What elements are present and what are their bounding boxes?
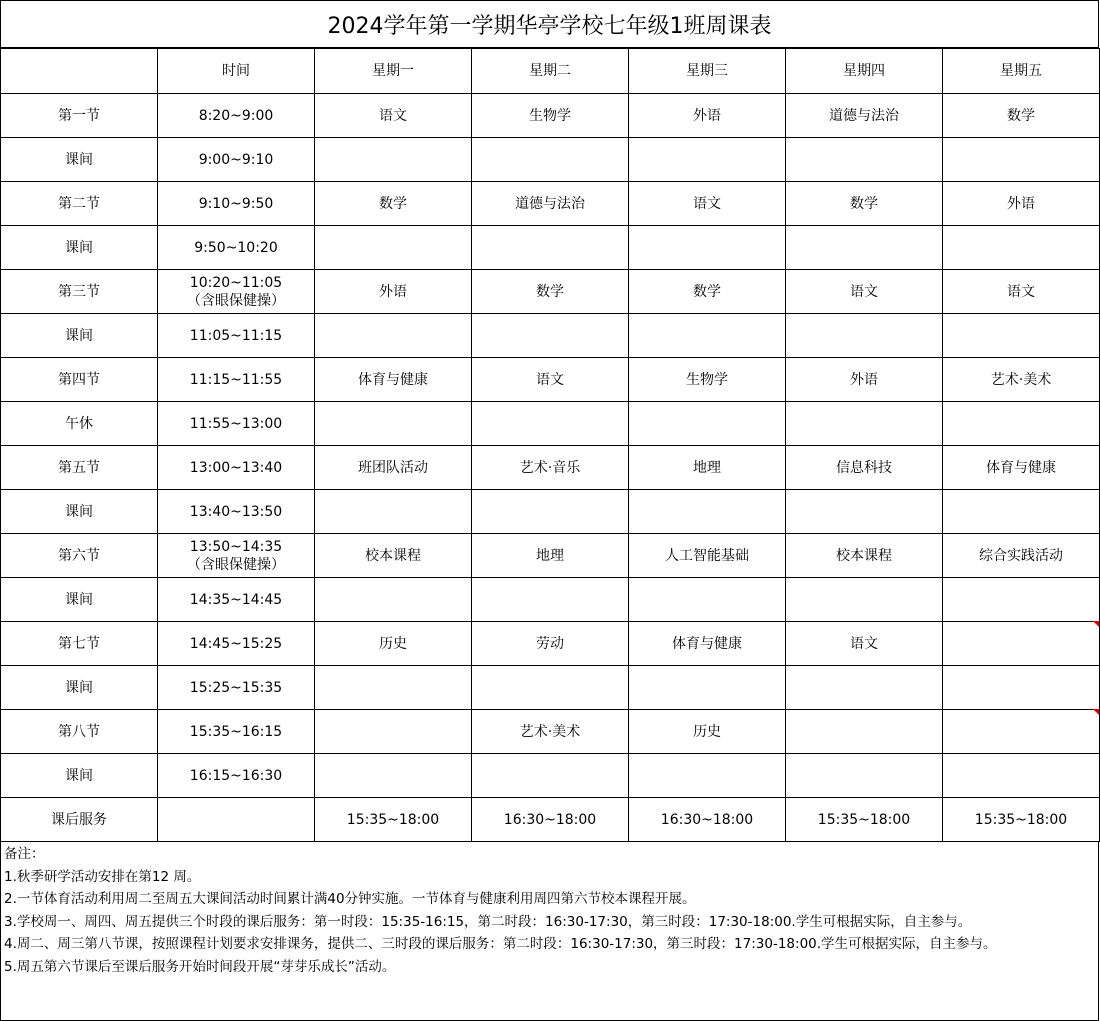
time-range: 14:45~15:25 <box>189 635 283 652</box>
subject-cell[interactable]: 体育与健康 <box>629 622 786 666</box>
subject-cell[interactable] <box>786 710 943 754</box>
subject-cell[interactable]: 数学 <box>315 182 472 226</box>
table-row <box>1 226 1100 270</box>
time-cell[interactable] <box>158 358 315 402</box>
subject-cell[interactable]: 道德与法治 <box>786 94 943 138</box>
subject-cell[interactable]: 道德与法治 <box>472 182 629 226</box>
subject-cell[interactable]: 16:30~18:00 <box>629 798 786 842</box>
table-row <box>1 314 1100 358</box>
time-cell[interactable] <box>158 666 315 710</box>
period-label-cell[interactable]: 课后服务 <box>1 798 158 842</box>
subject-cell[interactable] <box>629 490 786 534</box>
time-cell[interactable] <box>158 182 315 226</box>
subject-cell[interactable] <box>786 754 943 798</box>
subject-cell[interactable]: 语文 <box>786 270 943 314</box>
subject-cell[interactable] <box>315 666 472 710</box>
subject-cell[interactable]: 外语 <box>315 270 472 314</box>
period-label-cell[interactable]: 课间 <box>1 666 158 710</box>
time-cell[interactable] <box>158 534 315 578</box>
subject-cell[interactable] <box>786 314 943 358</box>
period-label-cell[interactable]: 课间 <box>1 226 158 270</box>
subject-cell[interactable]: 地理 <box>472 534 629 578</box>
subject-cell[interactable]: 艺术·音乐 <box>472 446 629 490</box>
table-row <box>1 490 1100 534</box>
subject-cell[interactable] <box>315 314 472 358</box>
header-day-cell[interactable]: 星期三 <box>629 49 786 94</box>
header-row <box>1 49 1100 94</box>
subject-cell[interactable]: 体育与健康 <box>943 446 1100 490</box>
table-row <box>1 754 1100 798</box>
subject-cell[interactable] <box>943 710 1100 754</box>
subject-cell[interactable] <box>786 226 943 270</box>
page-title: 2024学年第一学期华亭学校七年级1班周课表 <box>0 0 1099 48</box>
time-range: 9:10~9:50 <box>198 195 274 212</box>
table-row <box>1 94 1100 138</box>
subject-cell[interactable]: 16:30~18:00 <box>472 798 629 842</box>
subject-cell[interactable] <box>786 402 943 446</box>
subject-cell[interactable] <box>943 490 1100 534</box>
subject-cell[interactable]: 语文 <box>786 622 943 666</box>
period-label-cell[interactable]: 课间 <box>1 754 158 798</box>
time-range: 11:15~11:55 <box>189 371 283 388</box>
subject-cell[interactable] <box>629 754 786 798</box>
table-row <box>1 578 1100 622</box>
table-row <box>1 446 1100 490</box>
subject-cell[interactable] <box>943 314 1100 358</box>
time-cell[interactable] <box>158 314 315 358</box>
time-range: 13:50~14:35 <box>189 538 283 555</box>
subject-cell[interactable] <box>786 490 943 534</box>
time-cell[interactable] <box>158 622 315 666</box>
subject-cell[interactable]: 地理 <box>629 446 786 490</box>
time-note: （含眼保健操） <box>187 556 285 573</box>
time-cell[interactable] <box>158 94 315 138</box>
period-label-cell[interactable]: 课间 <box>1 490 158 534</box>
time-range: 11:05~11:15 <box>189 327 283 344</box>
table-row <box>1 798 1100 842</box>
subject-cell[interactable]: 外语 <box>629 94 786 138</box>
header-day-cell[interactable]: 星期一 <box>315 49 472 94</box>
subject-cell[interactable] <box>472 226 629 270</box>
subject-cell[interactable] <box>943 754 1100 798</box>
subject-cell[interactable] <box>472 402 629 446</box>
period-label-cell[interactable]: 第一节 <box>1 94 158 138</box>
period-label-cell[interactable]: 课间 <box>1 138 158 182</box>
note-item: 3.学校周一、周四、周五提供三个时段的课后服务：第一时段：15:35-16:15，第二时段：16:30-17:30，第三时段：17:30-18:00.学生可根据实际，自主参与。 <box>4 913 972 930</box>
header-day-cell[interactable]: 星期四 <box>786 49 943 94</box>
note-item: 5.周五第六节课后至课后服务开始时间段开展“芽芽乐成长”活动。 <box>4 958 396 975</box>
subject-cell[interactable] <box>315 226 472 270</box>
subject-cell[interactable] <box>629 666 786 710</box>
subject-cell[interactable]: 数学 <box>943 94 1100 138</box>
subject-cell[interactable]: 语文 <box>472 358 629 402</box>
period-label-cell[interactable]: 第二节 <box>1 182 158 226</box>
subject-cell[interactable]: 历史 <box>315 622 472 666</box>
time-range: 15:35~16:15 <box>189 723 283 740</box>
time-range: 13:40~13:50 <box>189 503 283 520</box>
table-row <box>1 138 1100 182</box>
header-day-cell[interactable]: 星期二 <box>472 49 629 94</box>
period-label-cell[interactable]: 第三节 <box>1 270 158 314</box>
notes-heading: 备注： <box>4 846 45 862</box>
subject-cell[interactable] <box>943 402 1100 446</box>
period-label-cell[interactable]: 午休 <box>1 402 158 446</box>
subject-cell[interactable]: 外语 <box>786 358 943 402</box>
subject-cell[interactable]: 艺术·美术 <box>472 710 629 754</box>
subject-cell[interactable]: 生物学 <box>472 94 629 138</box>
period-label-cell[interactable]: 第七节 <box>1 622 158 666</box>
time-range: 9:00~9:10 <box>198 151 274 168</box>
time-range: 10:20~11:05 <box>189 274 283 291</box>
header-day-cell[interactable]: 星期五 <box>943 49 1100 94</box>
note-item: 1.秋季研学活动安排在第12 周。 <box>4 868 201 885</box>
table-row <box>1 622 1100 666</box>
time-note: （含眼保健操） <box>187 292 285 309</box>
subject-cell[interactable] <box>315 402 472 446</box>
subject-cell[interactable]: 生物学 <box>629 358 786 402</box>
subject-cell[interactable] <box>629 314 786 358</box>
subject-cell[interactable]: 语文 <box>315 94 472 138</box>
time-cell[interactable] <box>158 798 315 842</box>
subject-cell[interactable]: 艺术·美术 <box>943 358 1100 402</box>
subject-cell[interactable] <box>629 578 786 622</box>
notes-section <box>0 841 1099 1021</box>
subject-cell[interactable]: 数学 <box>786 182 943 226</box>
time-range: 9:50~10:20 <box>194 239 278 256</box>
time-range: 15:25~15:35 <box>189 679 283 696</box>
time-cell[interactable] <box>158 402 315 446</box>
time-range: 11:55~13:00 <box>189 415 283 432</box>
period-label-cell[interactable]: 课间 <box>1 314 158 358</box>
subject-cell[interactable] <box>472 490 629 534</box>
time-cell[interactable] <box>158 578 315 622</box>
subject-cell[interactable]: 综合实践活动 <box>943 534 1100 578</box>
note-item: 2.一节体育活动利用周二至周五大课间活动时间累计满40分钟实施。一节体育与健康利用周四第六节校本课程开展。 <box>4 891 696 907</box>
subject-cell[interactable] <box>315 578 472 622</box>
subject-cell[interactable]: 班团队活动 <box>315 446 472 490</box>
subject-cell[interactable]: 数学 <box>472 270 629 314</box>
subject-cell[interactable] <box>943 226 1100 270</box>
subject-cell[interactable]: 信息科技 <box>786 446 943 490</box>
time-range: 16:15~16:30 <box>189 767 283 784</box>
period-label-cell[interactable]: 第八节 <box>1 710 158 754</box>
subject-cell[interactable]: 15:35~18:00 <box>786 798 943 842</box>
comment-indicator[interactable] <box>1093 621 1099 627</box>
subject-cell[interactable]: 15:35~18:00 <box>315 798 472 842</box>
period-label-cell[interactable]: 第四节 <box>1 358 158 402</box>
subject-cell[interactable]: 劳动 <box>472 622 629 666</box>
table-row <box>1 402 1100 446</box>
subject-cell[interactable]: 15:35~18:00 <box>943 798 1100 842</box>
subject-cell[interactable]: 校本课程 <box>786 534 943 578</box>
subject-cell[interactable] <box>786 578 943 622</box>
table-row <box>1 270 1100 314</box>
subject-cell[interactable]: 语文 <box>629 182 786 226</box>
table-row <box>1 534 1100 578</box>
subject-cell[interactable] <box>472 754 629 798</box>
subject-cell[interactable]: 人工智能基础 <box>629 534 786 578</box>
time-cell[interactable] <box>158 754 315 798</box>
table-row <box>1 182 1100 226</box>
time-cell[interactable] <box>158 710 315 754</box>
header-corner-cell[interactable] <box>1 49 158 94</box>
subject-cell[interactable] <box>472 666 629 710</box>
table-row <box>1 710 1100 754</box>
subject-cell[interactable] <box>786 138 943 182</box>
period-label-cell[interactable]: 第六节 <box>1 534 158 578</box>
period-label-cell[interactable]: 课间 <box>1 578 158 622</box>
subject-cell[interactable]: 外语 <box>943 182 1100 226</box>
subject-cell[interactable] <box>472 314 629 358</box>
subject-cell[interactable] <box>629 226 786 270</box>
header-time-cell[interactable]: 时间 <box>158 49 315 94</box>
time-range: 14:35~14:45 <box>189 591 283 608</box>
subject-cell[interactable] <box>943 138 1100 182</box>
time-cell[interactable] <box>158 226 315 270</box>
subject-cell[interactable]: 数学 <box>629 270 786 314</box>
time-cell[interactable] <box>158 490 315 534</box>
time-cell[interactable] <box>158 270 315 314</box>
time-cell[interactable] <box>158 446 315 490</box>
time-range: 8:20~9:00 <box>198 107 274 124</box>
subject-cell[interactable] <box>943 666 1100 710</box>
table-row <box>1 666 1100 710</box>
subject-cell[interactable] <box>315 138 472 182</box>
comment-indicator[interactable] <box>1093 709 1099 715</box>
timetable <box>0 48 1100 842</box>
note-item: 4.周二、周三第八节课，按照课程计划要求安排课务，提供二、三时段的课后服务：第二时段：16:30-17:30，第三时段：17:30-18:00.学生可根据实际，自主参与。 <box>4 936 997 952</box>
table-row <box>1 358 1100 402</box>
subject-cell[interactable] <box>943 622 1100 666</box>
subject-cell[interactable] <box>315 490 472 534</box>
subject-cell[interactable]: 历史 <box>629 710 786 754</box>
subject-cell[interactable] <box>472 578 629 622</box>
time-cell[interactable] <box>158 138 315 182</box>
subject-cell[interactable] <box>629 138 786 182</box>
subject-cell[interactable] <box>629 402 786 446</box>
time-range: 13:00~13:40 <box>189 459 283 476</box>
subject-cell[interactable] <box>315 754 472 798</box>
subject-cell[interactable]: 体育与健康 <box>315 358 472 402</box>
subject-cell[interactable] <box>943 578 1100 622</box>
subject-cell[interactable] <box>315 710 472 754</box>
subject-cell[interactable] <box>786 666 943 710</box>
subject-cell[interactable]: 校本课程 <box>315 534 472 578</box>
subject-cell[interactable] <box>472 138 629 182</box>
period-label-cell[interactable]: 第五节 <box>1 446 158 490</box>
subject-cell[interactable]: 语文 <box>943 270 1100 314</box>
